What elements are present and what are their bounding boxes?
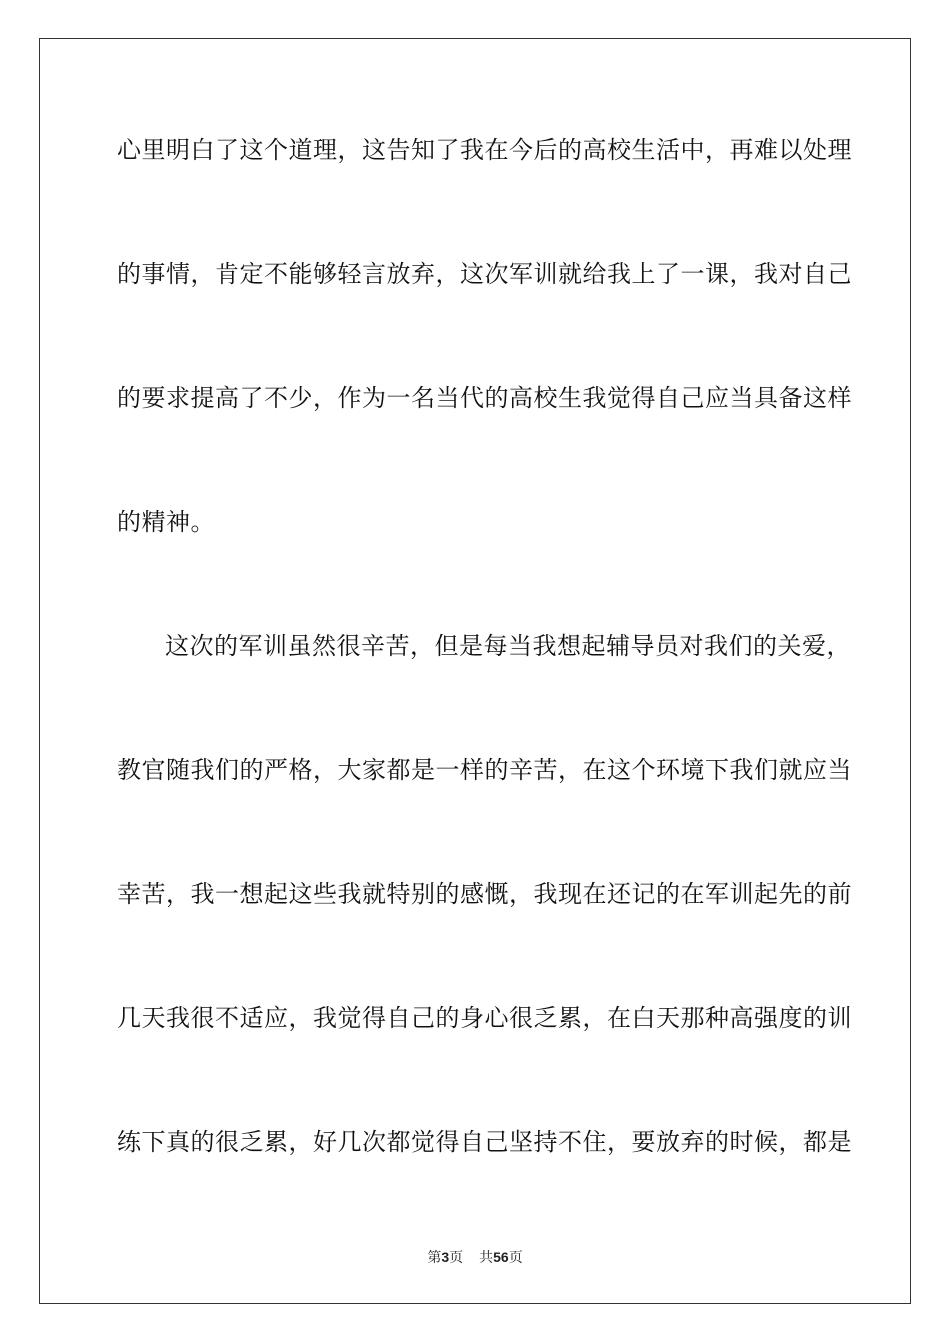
text-line: 幸苦，我一想起这些我就特别的感慨，我现在还记的在军训起先的前 bbox=[117, 880, 852, 908]
page-footer bbox=[0, 1247, 950, 1268]
page-number: 3 bbox=[441, 1249, 450, 1265]
page-suffix: 页 bbox=[449, 1250, 464, 1266]
text-line: 教官随我们的严格，大家都是一样的辛苦，在这个环境下我们就应当 bbox=[117, 756, 852, 784]
text-line: 心里明白了这个道理，这告知了我在今后的高校生活中，再难以处理 bbox=[117, 136, 852, 164]
text-line: 几天我很不适应，我觉得自己的身心很乏累，在白天那种高强度的训 bbox=[117, 1004, 852, 1032]
text-line: 练下真的很乏累，好几次都觉得自己坚持不住，要放弃的时候，都是 bbox=[117, 1128, 852, 1156]
text-line: 的精神。 bbox=[117, 508, 215, 536]
page-prefix: 第 bbox=[427, 1250, 442, 1266]
text-line: 这次的军训虽然很辛苦，但是每当我想起辅导员对我们的关爱， bbox=[165, 632, 851, 660]
text-line: 的要求提高了不少，作为一名当代的高校生我觉得自己应当具备这样 bbox=[117, 384, 852, 412]
text-line: 的事情，肯定不能够轻言放弃，这次军训就给我上了一课，我对自己 bbox=[117, 260, 852, 288]
page-border bbox=[39, 38, 911, 1304]
total-pages: 56 bbox=[493, 1249, 509, 1265]
total-suffix: 页 bbox=[508, 1250, 523, 1266]
total-prefix: 共 bbox=[479, 1250, 494, 1266]
